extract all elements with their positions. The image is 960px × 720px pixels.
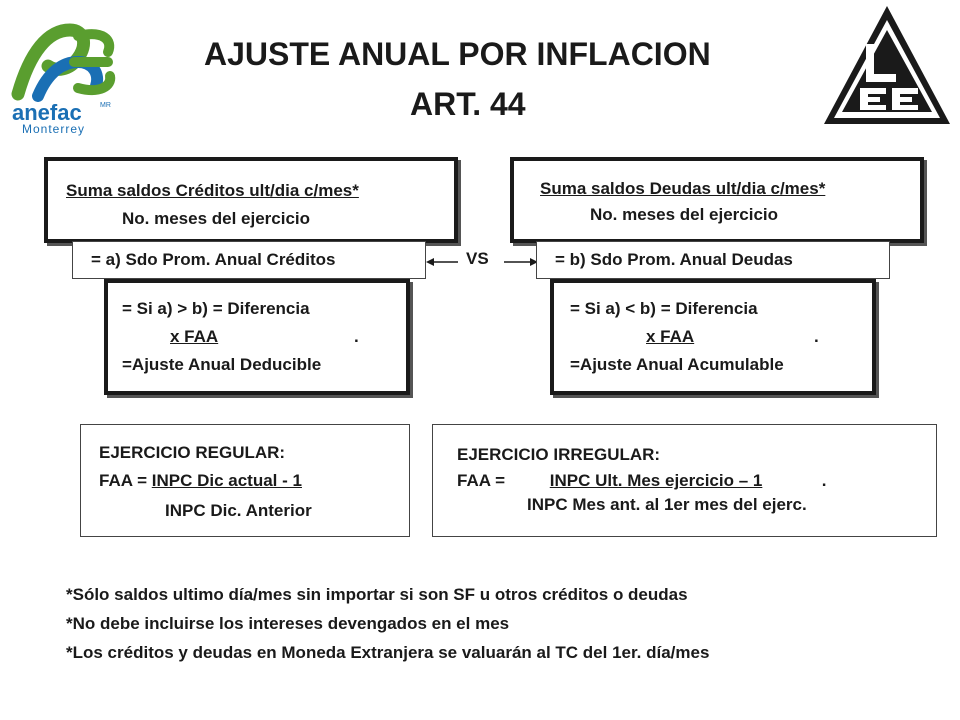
pyramid-logo	[822, 4, 952, 126]
anefac-logo	[8, 22, 128, 140]
acumulable-rule-1: = Si a) < b) = Diferencia	[570, 299, 758, 318]
note-1: *Sólo saldos ultimo día/mes sin importar si son SF u otros créditos o deudas	[66, 585, 688, 604]
acumulable-box	[550, 279, 876, 395]
page-title: AJUSTE ANUAL POR INFLACION	[204, 36, 711, 72]
note-3: *Los créditos y deudas en Moneda Extranjera se valuarán al TC del 1er. día/mes	[66, 643, 710, 662]
irregular-denominator: INPC Mes ant. al 1er mes del ejerc.	[527, 495, 807, 514]
regular-denominator: INPC Dic. Anterior	[165, 501, 312, 520]
ejercicio-irregular-box	[432, 424, 937, 537]
anefac-mark-icon	[8, 22, 128, 102]
page-subtitle: ART. 44	[410, 86, 526, 122]
creditos-result: = a) Sdo Prom. Anual Créditos	[91, 250, 336, 269]
deudas-denominator: No. meses del ejercicio	[590, 205, 779, 224]
deudas-numerator: Suma saldos Deudas ult/dia c/mes*	[540, 179, 826, 198]
ejercicio-regular-box	[80, 424, 410, 537]
anefac-tm: MR	[100, 102, 111, 109]
note-2: *No debe incluirse los intereses devengados en el mes	[66, 614, 510, 633]
creditos-denominator: No. meses del ejercicio	[122, 209, 311, 228]
deudas-box	[510, 157, 924, 243]
acumulable-rule-2: x FAA .	[570, 327, 819, 347]
creditos-result-box	[72, 241, 426, 279]
irregular-heading: EJERCICIO IRREGULAR:	[457, 445, 661, 464]
pyramid-logo-icon	[822, 4, 952, 126]
creditos-numerator: Suma saldos Créditos ult/dia c/mes*	[66, 181, 359, 200]
deducible-faa: x FAA	[170, 327, 219, 346]
deducible-rule-2: x FAA .	[122, 327, 359, 347]
regular-formula: FAA = INPC Dic actual - 1	[99, 471, 302, 490]
deducible-box	[104, 279, 410, 395]
deducible-rule-3: =Ajuste Anual Deducible	[122, 355, 322, 374]
acumulable-rule-3: =Ajuste Anual Acumulable	[570, 355, 784, 374]
acumulable-faa: x FAA	[646, 327, 695, 346]
irregular-formula: FAA = INPC Ult. Mes ejercicio – 1 .	[457, 471, 827, 490]
creditos-box	[44, 157, 458, 243]
vs-label: VS	[466, 249, 489, 268]
regular-heading: EJERCICIO REGULAR:	[99, 443, 286, 462]
irregular-numerator: INPC Ult. Mes ejercicio – 1	[549, 471, 763, 490]
anefac-city: Monterrey	[22, 122, 86, 136]
regular-numerator: INPC Dic actual - 1	[151, 471, 302, 490]
deudas-result-box	[536, 241, 890, 279]
deducible-rule-1: = Si a) > b) = Diferencia	[122, 299, 310, 318]
deudas-result: = b) Sdo Prom. Anual Deudas	[555, 250, 793, 269]
anefac-brand: anefac	[12, 100, 82, 125]
